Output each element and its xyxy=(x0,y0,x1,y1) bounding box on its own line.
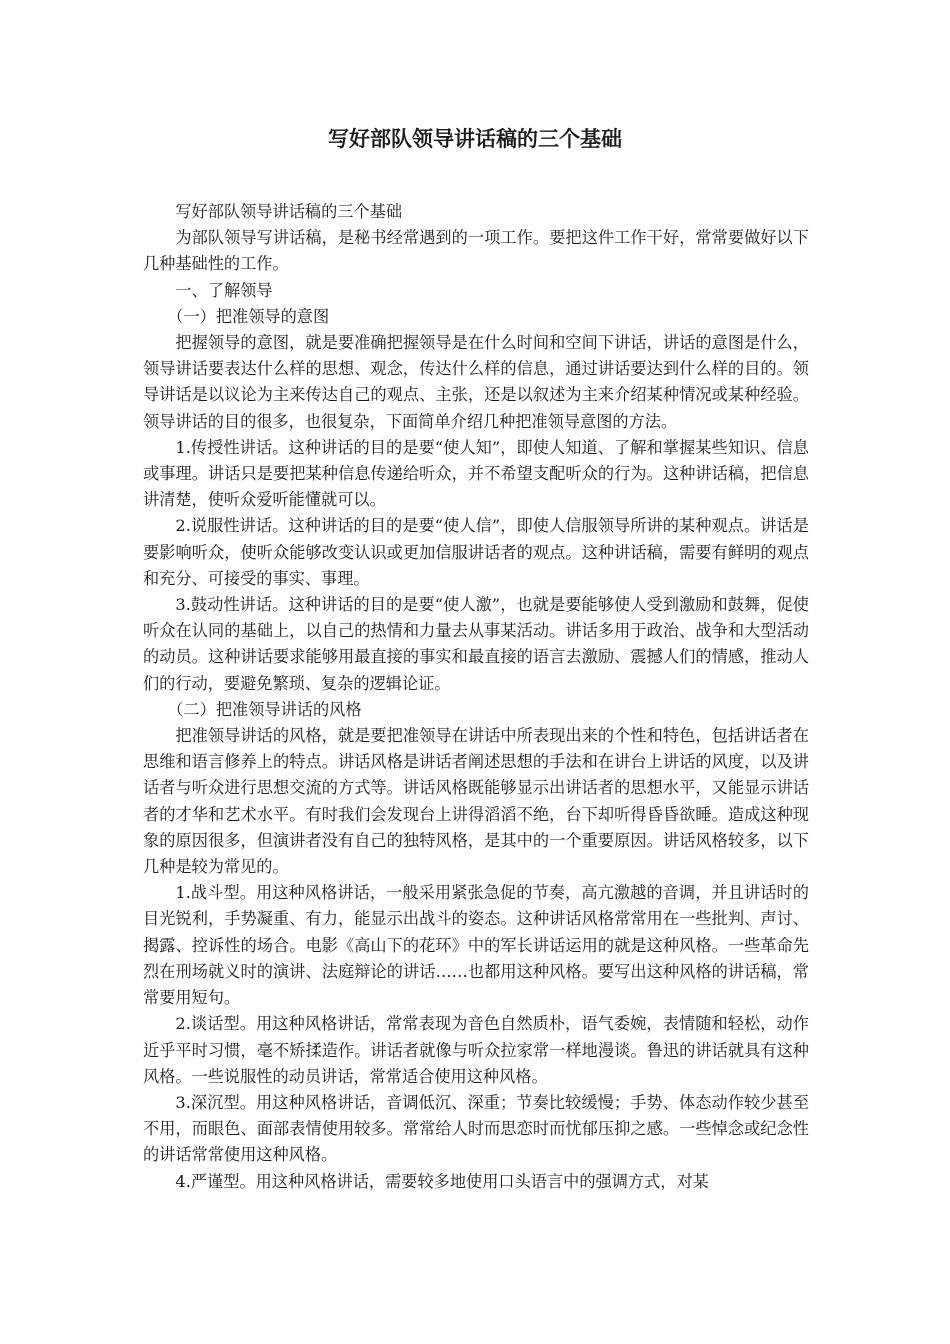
paragraph: 1.传授性讲话。这种讲话的目的是要“使人知”，即使人知道、了解和掌握某些知识、信息或事理。讲话只是要把某种信息传递给听众，并不希望支配听众的行为。这种讲话稿，把信息讲清楚，使听众爱听能懂就可以。 xyxy=(143,437,809,510)
document-body xyxy=(143,199,809,1195)
paragraph: 把准领导讲话的风格，就是要把准领导在讲话中所表现出来的个性和特色，包括讲话者在思维和语言修养上的特点。讲话风格是讲话者阐述思想的手法和在讲台上讲话的风度，以及讲话者与听众进行思想交流的方式等。讲话风格既能够显示出讲话者的思想水平，又能显示讲话者的才华和艺术水平。有时我们会发现台上讲得滔滔不绝，台下却听得昏昏欲睡。造成这种现象的原因很多，但演讲者没有自己的独特风格，是其中的一个重要原因。讲话风格较多，以下几种是较为常见的。 xyxy=(143,726,809,877)
paragraph: 把握领导的意图，就是要准确把握领导是在什么时间和空间下讲话，讲话的意图是什么，领导讲话要表达什么样的思想、观念，传达什么样的信息，通过讲话要达到什么样的目的。领导讲话是以议论为主来传达自己的观点、主张，还是以叙述为主来介绍某种情况或某种经验。领导讲话的目的很多，也很复杂，下面简单介绍几种把准领导意图的方法。 xyxy=(143,333,809,431)
subsection-heading: （二）把准领导讲话的风格 xyxy=(167,699,362,719)
section-heading: 一、了解领导 xyxy=(175,280,273,300)
paragraph: 写好部队领导讲话稿的三个基础 xyxy=(175,202,403,221)
paragraph: 3.深沉型。用这种风格讲话，音调低沉、深重；节奏比较缓慢；手势、体态动作较少甚至不用，而眼色、面部表情使用较多。常常给人时而思恋时而忧郁压抑之感。一些悼念或纪念性的讲话常常使用这种风格。 xyxy=(143,1092,809,1165)
paragraph: 2.说服性讲话。这种讲话的目的是要“使人信”，即使人信服领导所讲的某种观点。讲话是要影响听众，使听众能够改变认识或更加信服讲话者的观点。这种讲话稿，需要有鲜明的观点和充分、可接受的事实、事理。 xyxy=(143,516,809,588)
document-title: 写好部队领导讲话稿的三个基础 xyxy=(328,126,622,151)
paragraph: 2.谈话型。用这种风格讲话，常常表现为音色自然质朴，语气委婉，表情随和轻松，动作近乎平时习惯，毫不矫揉造作。讲话者就像与听众拉家常一样地漫谈。鲁迅的讲话就具有这种风格。一些说服性的动员讲话，常常适合使用这种风格。 xyxy=(143,1014,809,1086)
paragraph: 为部队领导写讲话稿，是秘书经常遇到的一项工作。要把这件工作干好，常常要做好以下几种基础性的工作。 xyxy=(143,228,809,274)
paragraph: 3.鼓动性讲话。这种讲话的目的是要“使人激”，也就是要能够使人受到激励和鼓舞，促使听众在认同的基础上，以自己的热情和力量去从事某活动。讲话多用于政治、战争和大型活动的动员。这种讲话要求能够用最直接的事实和最直接的语言去激励、震撼人们的情感，推动人们的行动，要避免繁琐、复杂的逻辑论证。 xyxy=(143,595,809,693)
paragraph: 4.严谨型。用这种风格讲话，需要较多地使用口头语言中的强调方式，对某 xyxy=(175,1171,709,1191)
paragraph: 1.战斗型。用这种风格讲话，一般采用紧张急促的节奏，高亢激越的音调，并且讲话时的目光锐利，手势凝重、有力，能显示出战斗的姿态。这种讲话风格常常用在一些批判、声讨、揭露、控诉性的场合。电影《高山下的花环》中的军长讲话运用的就是这种风格。一些革命先烈在刑场就义时的演讲、法庭辩论的讲话……也都用这种风格。要写出这种风格的讲话稿，常常要用短句。 xyxy=(143,883,809,1008)
subsection-heading: （一）把准领导的意图 xyxy=(167,306,330,326)
